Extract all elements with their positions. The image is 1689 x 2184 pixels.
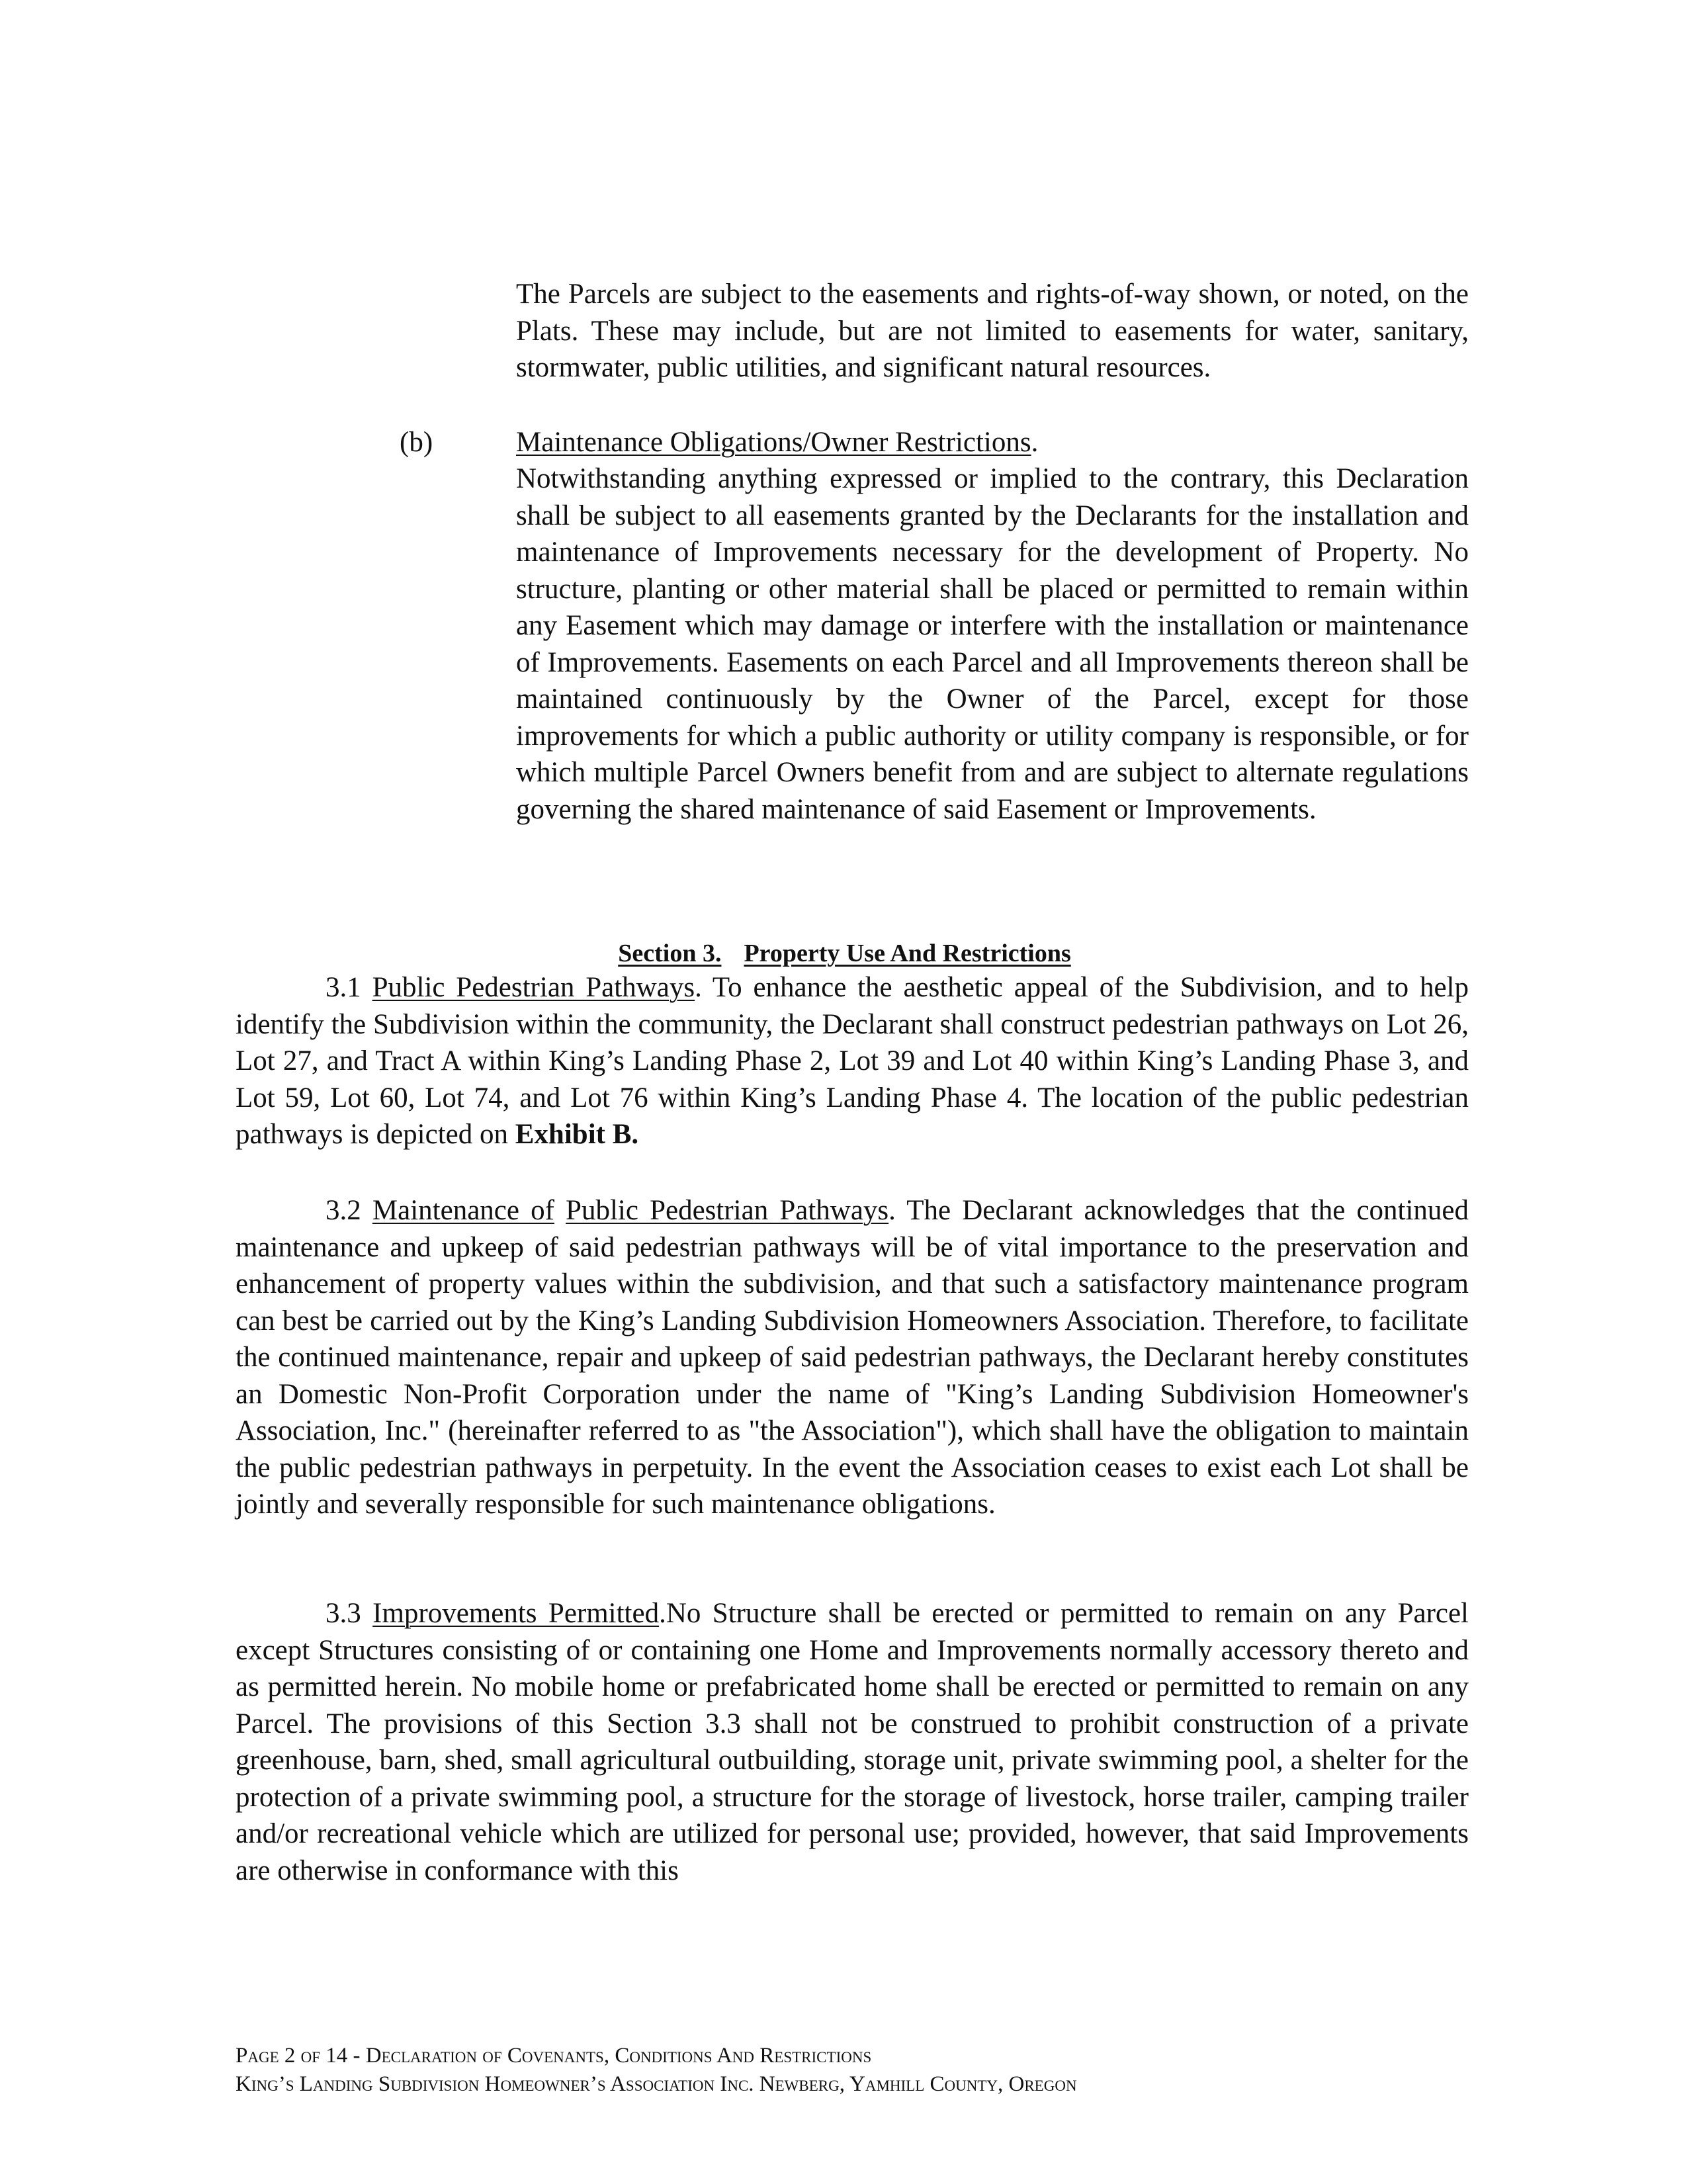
section-3-1-paragraph bbox=[236, 969, 1469, 1153]
section-3-3-paragraph bbox=[236, 1595, 1469, 1889]
section-3-1-heading: Public Pedestrian Pathways bbox=[372, 972, 695, 1003]
intro-paragraph: The Parcels are subject to the easements and rights-of-way shown, or noted, on the Plats. These may include, but are not limited to easements for water, sanitary, stormwater, public utilities, and significant natural resources. bbox=[516, 279, 1469, 383]
footer-line-2: King’s Landing Subdivision Homeowner’s Association Inc. Newberg, Yamhill County, Oregon bbox=[236, 2072, 1077, 2096]
section-3-2-paragraph bbox=[236, 1192, 1469, 1523]
section-3-2-number: 3.2 bbox=[325, 1195, 361, 1226]
footer-line-1: Page 2 of 14 - Declaration of Covenants, Conditions And Restrictions bbox=[236, 2044, 872, 2068]
subsection-b-heading-end: . bbox=[1031, 427, 1039, 458]
subsection-b-label: (b) bbox=[400, 427, 433, 458]
section-3-2-body: . The Declarant acknowledges that the continued maintenance and upkeep of said pedestrian pathways will be of vital importance to the preservation and enhancement of property values within the subdivision, and that such a satisfactory maintenance program can best be carried out by the King’s Landing Subdivision Homeowners Association. Therefore, to facilitate the continued maintenance, repair and upkeep of said pedestrian pathways, the Declarant hereby constitutes an Domestic Non-Profit Corporation under the name of "King’s Landing Subdivision Homeowner's Association, Inc." (hereinafter referred to as "the Association"), which shall have the obligation to maintain the public pedestrian pathways in perpetuity. In the event the Association ceases to exist each Lot shall be jointly and severally responsible for such maintenance obligations. bbox=[236, 1195, 1469, 1520]
section-3-3-body: .No Structure shall be erected or permitted to remain on any Parcel except Structures consisting of or containing one Home and Improvements normally accessory thereto and as permitted herein. No mobile home or prefabricated home shall be erected or permitted to remain on any Parcel. The provisions of this Section 3.3 shall not be construed to prohibit construction of a private greenhouse, barn, shed, small agricultural outbuilding, storage unit, private swimming pool, a shelter for the protection of a private swimming pool, a structure for the storage of livestock, horse trailer, camping trailer and/or recreational vehicle which are utilized for personal use; provided, however, that said Improvements are otherwise in conformance with this bbox=[236, 1598, 1469, 1886]
section-3-2-heading-part2: Public Pedestrian Pathways bbox=[566, 1195, 889, 1226]
exhibit-reference: Exhibit B. bbox=[515, 1119, 639, 1150]
section-3-1-body: . To enhance the aesthetic appeal of the Subdivision, and to help identify the Subdivision within the community, the Declarant shall construct pedestrian pathways on Lot 26, Lot 27, and Tract A within King’s Landing Phase 2, Lot 39 and Lot 40 within King’s Landing Phase 3, and Lot 59, Lot 60, Lot 74, and Lot 76 within King’s Landing Phase 4. The location of the public pedestrian pathways is depicted on bbox=[236, 972, 1469, 1150]
section-3-3-heading: Improvements Permitted bbox=[372, 1598, 660, 1629]
section-title: Property Use And Restrictions bbox=[744, 939, 1071, 967]
subsection-b-body: Notwithstanding anything expressed or implied to the contrary, this Declaration shall be subject to all easements granted by the Declarants for the installation and maintenance of Improvements necessary for the development of Property. No structure, planting or other material shall be placed or permitted to remain within any Easement which may damage or interfere with the installation or maintenance of Improvements. Easements on each Parcel and all Improvements thereon shall be maintained continuously by the Owner of the Parcel, except for those improvements for which a public authority or utility company is responsible, or for which multiple Parcel Owners benefit from and are subject to alternate regulations governing the shared maintenance of said Easement or Improvements. bbox=[516, 463, 1469, 825]
section-heading bbox=[0, 938, 1689, 969]
section-3-2-heading-part1: Maintenance of bbox=[372, 1195, 554, 1226]
section-3-3-number: 3.3 bbox=[325, 1598, 361, 1629]
page-footer bbox=[236, 2042, 1077, 2099]
subsection-b-heading: Maintenance Obligations/Owner Restrictions bbox=[516, 427, 1031, 458]
section-number: Section 3. bbox=[618, 939, 722, 967]
subsection-b-heading-line bbox=[516, 424, 1038, 461]
section-3-1-number: 3.1 bbox=[325, 972, 361, 1003]
